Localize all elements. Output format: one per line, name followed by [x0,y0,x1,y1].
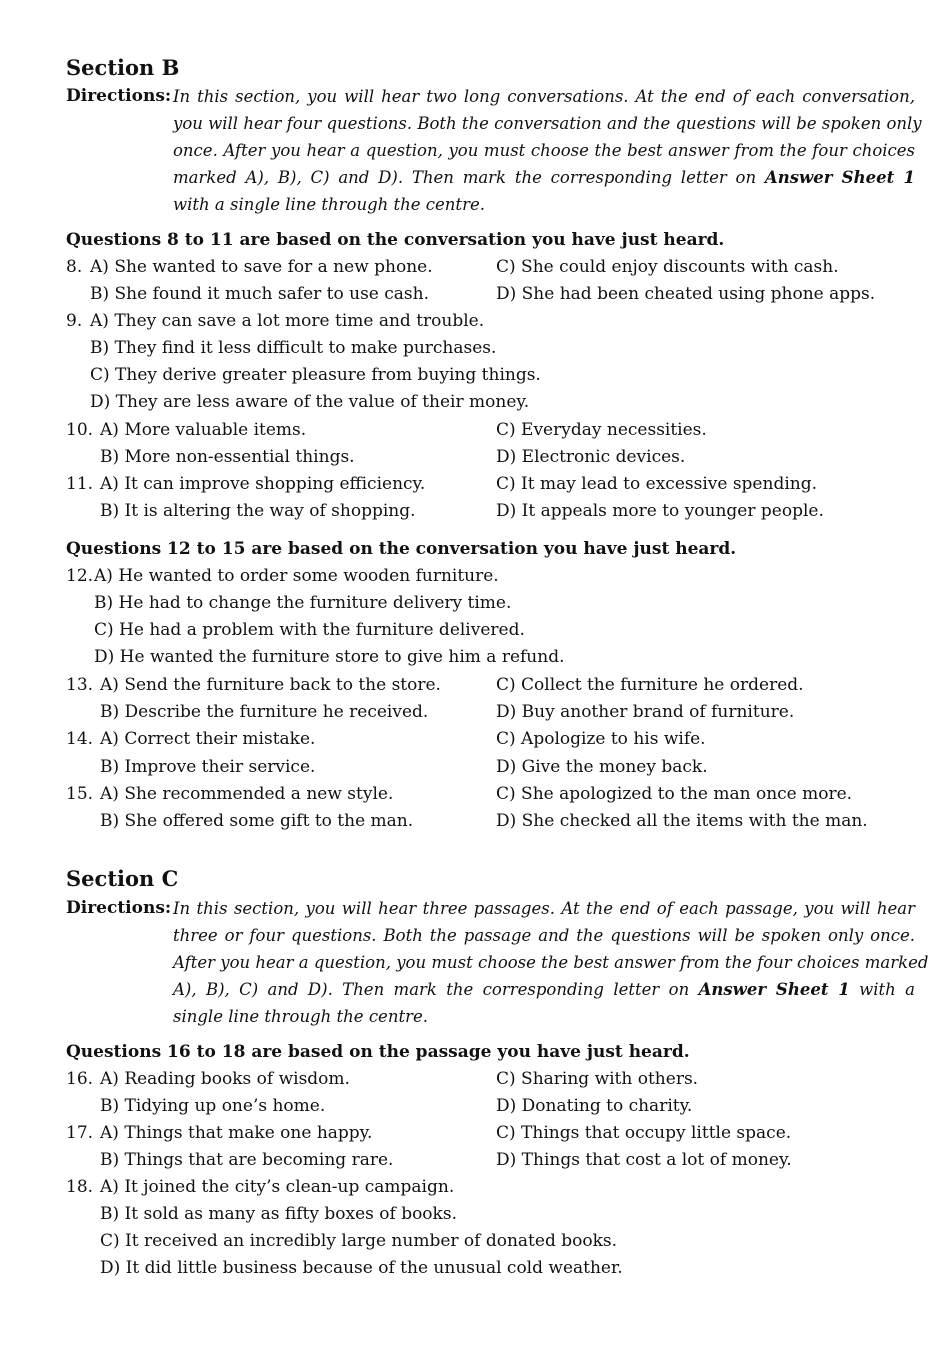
q11-option-b[interactable]: B) It is altering the way of shopping. [100,501,416,521]
section-c-directions-line-4-text: A), B), C) and D). Then mark the corresponding letter on [173,980,699,999]
q14-option-d[interactable]: D) Give the money back. [496,757,708,777]
q18-option-d[interactable]: D) It did little business because of the unusual cold weather. [100,1258,623,1278]
section-b-directions-label: Directions: [66,86,172,106]
q14-option-c[interactable]: C) Apologize to his wife. [496,729,706,749]
section-c-directions-line-1: In this section, you will hear three passages. At the end of each passage, you will hear [173,899,915,918]
section-b-directions-line-5: with a single line through the centre. [173,195,485,214]
q17-option-b[interactable]: B) Things that are becoming rare. [100,1150,394,1170]
q9-option-c[interactable]: C) They derive greater pleasure from buying things. [90,365,541,385]
q11-option-c[interactable]: C) It may lead to excessive spending. [496,474,817,494]
q14-option-a[interactable]: A) Correct their mistake. [100,729,316,749]
q17-option-a[interactable]: A) Things that make one happy. [100,1123,373,1143]
question-number: 12. [66,566,94,586]
q16-option-b[interactable]: B) Tidying up one’s home. [100,1096,326,1116]
q11-option-a[interactable]: A) It can improve shopping efficiency. [100,474,426,494]
q16-option-d[interactable]: D) Donating to charity. [496,1096,693,1116]
q10-option-c[interactable]: C) Everyday necessities. [496,420,707,440]
questions-16-18-header: Questions 16 to 18 are based on the passage you have just heard. [66,1042,690,1062]
section-b-directions-line-1: In this section, you will hear two long conversations. At the end of each conversation, [173,87,915,106]
q8-option-a[interactable]: A) She wanted to save for a new phone. [90,257,433,277]
section-b-directions-line-4 [173,164,915,191]
section-b-directions-line-2: you will hear four questions. Both the conversation and the questions will be spoken only [173,114,922,133]
q13-option-b[interactable]: B) Describe the furniture he received. [100,702,429,722]
q8-option-c[interactable]: C) She could enjoy discounts with cash. [496,257,839,277]
section-b-title: Section B [66,55,180,80]
question-number: 14. [66,729,94,749]
q12-option-a[interactable]: A) He wanted to order some wooden furniture. [94,566,499,586]
question-number: 17. [66,1123,94,1143]
q12-option-c[interactable]: C) He had a problem with the furniture delivered. [94,620,525,640]
question-number: 13. [66,675,94,695]
q11-option-d[interactable]: D) It appeals more to younger people. [496,501,824,521]
section-c-directions-line-5: single line through the centre. [173,1007,428,1026]
q17-option-c[interactable]: C) Things that occupy little space. [496,1123,792,1143]
section-b-directions-line-4-text: marked A), B), C) and D). Then mark the corresponding letter on [173,168,765,187]
q14-option-b[interactable]: B) Improve their service. [100,757,316,777]
section-c-directions-label: Directions: [66,898,172,918]
q10-option-a[interactable]: A) More valuable items. [100,420,307,440]
q18-option-c[interactable]: C) It received an incredibly large number of donated books. [100,1231,618,1251]
q13-option-c[interactable]: C) Collect the furniture he ordered. [496,675,804,695]
q18-option-a[interactable]: A) It joined the city’s clean-up campaign. [100,1177,455,1197]
q10-option-d[interactable]: D) Electronic devices. [496,447,686,467]
q12-option-b[interactable]: B) He had to change the furniture delivery time. [94,593,512,613]
question-number: 10. [66,420,94,440]
q15-option-b[interactable]: B) She offered some gift to the man. [100,811,414,831]
q15-option-a[interactable]: A) She recommended a new style. [100,784,394,804]
q17-option-d[interactable]: D) Things that cost a lot of money. [496,1150,792,1170]
questions-12-15-header: Questions 12 to 15 are based on the conversation you have just heard. [66,539,737,559]
question-number: 8. [66,257,83,277]
question-number: 9. [66,311,83,331]
section-c-directions-line-4-tail: with a [849,980,915,999]
q8-option-d[interactable]: D) She had been cheated using phone apps. [496,284,876,304]
questions-8-11-header: Questions 8 to 11 are based on the conversation you have just heard. [66,230,725,250]
q9-option-a[interactable]: A) They can save a lot more time and trouble. [90,311,485,331]
question-number: 16. [66,1069,94,1089]
section-c-directions-line-2: three or four questions. Both the passage and the questions will be spoken only once. [173,926,915,945]
q13-option-d[interactable]: D) Buy another brand of furniture. [496,702,795,722]
q13-option-a[interactable]: A) Send the furniture back to the store. [100,675,441,695]
q16-option-c[interactable]: C) Sharing with others. [496,1069,699,1089]
q12-option-d[interactable]: D) He wanted the furniture store to give him a refund. [94,647,565,667]
section-c-directions-line-3: After you hear a question, you must choose the best answer from the four choices marked [173,953,929,972]
section-b-answer-sheet: Answer Sheet 1 [764,168,915,187]
section-c-title: Section C [66,866,179,891]
q8-option-b[interactable]: B) She found it much safer to use cash. [90,284,429,304]
question-number: 11. [66,474,94,494]
q15-option-c[interactable]: C) She apologized to the man once more. [496,784,853,804]
q15-option-d[interactable]: D) She checked all the items with the man. [496,811,868,831]
section-b-directions-line-3: once. After you hear a question, you must choose the best answer from the four choices [173,141,915,160]
q9-option-b[interactable]: B) They find it less difficult to make purchases. [90,338,497,358]
section-c-answer-sheet: Answer Sheet 1 [698,980,850,999]
q18-option-b[interactable]: B) It sold as many as fifty boxes of books. [100,1204,457,1224]
q10-option-b[interactable]: B) More non-essential things. [100,447,355,467]
question-number: 18. [66,1177,94,1197]
question-number: 15. [66,784,94,804]
section-c-directions-line-4 [173,976,915,1003]
q16-option-a[interactable]: A) Reading books of wisdom. [100,1069,350,1089]
q9-option-d[interactable]: D) They are less aware of the value of their money. [90,392,530,412]
